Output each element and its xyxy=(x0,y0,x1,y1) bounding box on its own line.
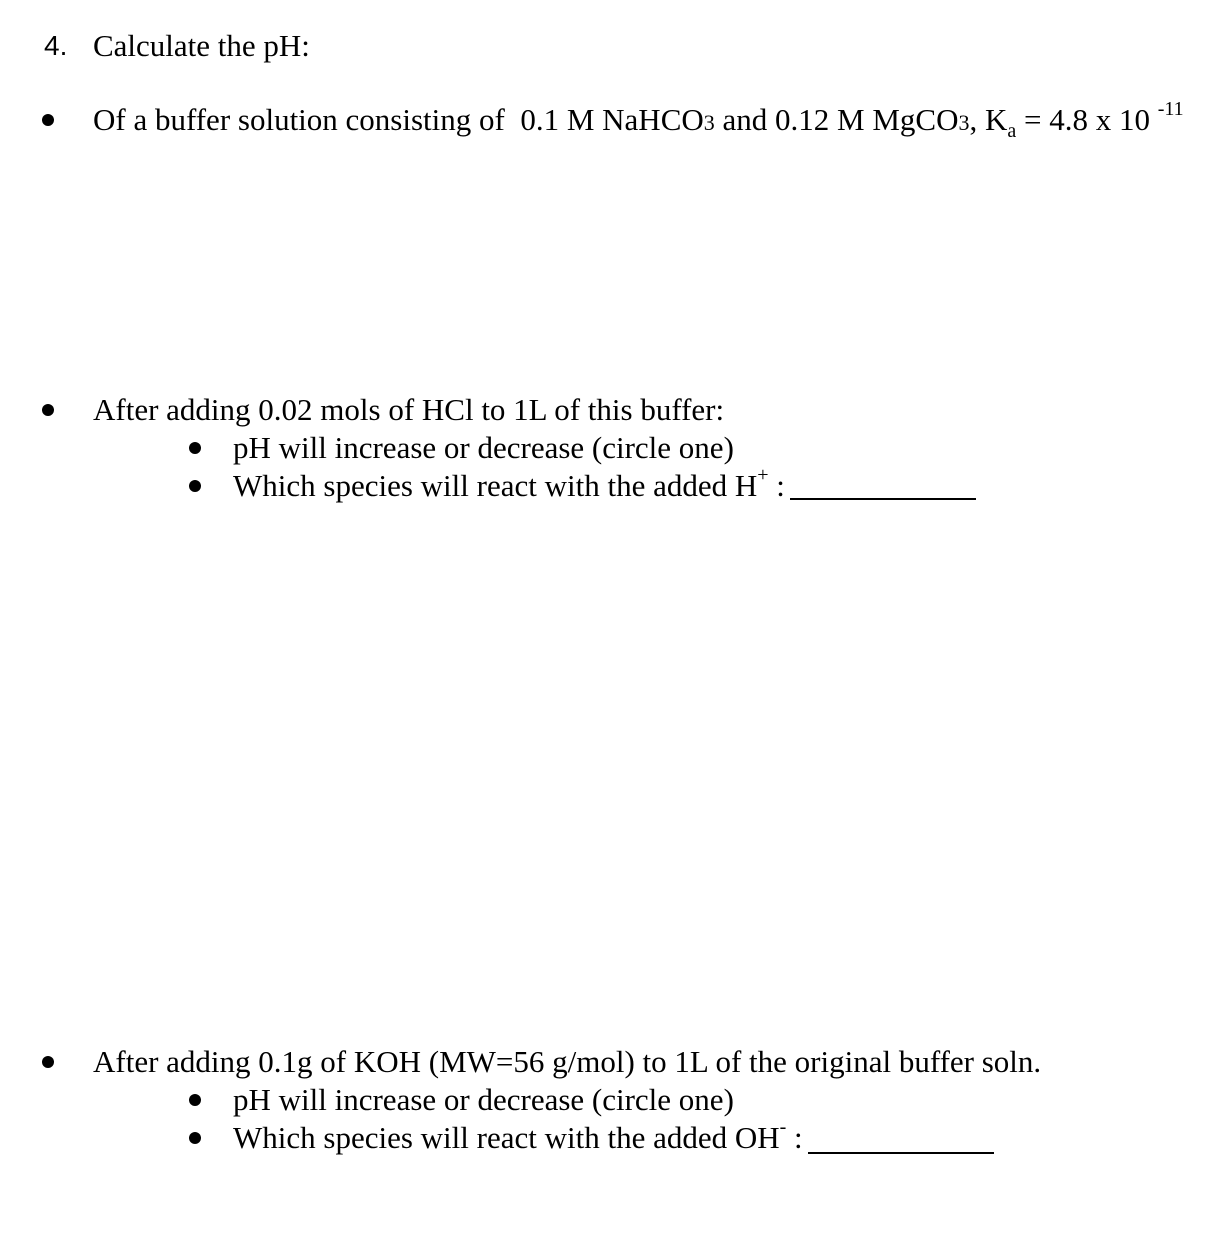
bullet-icon xyxy=(189,1094,201,1106)
answer-blank-h[interactable] xyxy=(790,498,976,500)
part2-sub-b-lead: Which species will react with the added H xyxy=(233,468,758,503)
bullet-icon xyxy=(189,1132,201,1144)
part2-sub-b-tail: : xyxy=(768,468,785,503)
bullet-icon xyxy=(42,404,54,416)
part3-intro: After adding 0.1g of KOH (MW=56 g/mol) to 1L of the original buffer soln. xyxy=(93,1044,1042,1079)
part3-sub-b xyxy=(233,1115,803,1156)
part3-sub-b-sup: - xyxy=(779,1115,787,1138)
part1-sub1: 3 xyxy=(703,110,715,135)
part1-and: and 0.12 M MgCO xyxy=(722,102,959,137)
question-title: Calculate the pH: xyxy=(93,28,310,63)
part1-exponent: -11 xyxy=(1157,97,1184,120)
bullet-icon xyxy=(189,480,201,492)
part3-sub-b-lead: Which species will react with the added OH xyxy=(233,1120,780,1155)
question-number: 4. xyxy=(44,30,68,61)
part3-sub-b-tail: : xyxy=(786,1120,803,1155)
part1-sub2: 3 xyxy=(958,110,970,135)
bullet-icon xyxy=(189,442,201,454)
bullet-icon xyxy=(42,1056,54,1068)
part2-sub-b-sup: + xyxy=(757,463,769,486)
part2-sub-a: pH will increase or decrease (circle one) xyxy=(233,430,734,465)
part3-sub-a: pH will increase or decrease (circle one) xyxy=(233,1082,734,1117)
part2-intro: After adding 0.02 mols of HCl to 1L of this buffer: xyxy=(93,392,725,427)
part1-statement xyxy=(93,97,1184,143)
part1-ka-sub: a xyxy=(1007,120,1017,143)
part1-equals: = 4.8 x 10 xyxy=(1016,102,1158,137)
part2-sub-b xyxy=(233,463,785,504)
part1-conc1: 0.1 M NaHCO xyxy=(520,102,704,137)
part1-lead: Of a buffer solution consisting of xyxy=(93,102,505,137)
part1-comma: , K xyxy=(969,102,1008,137)
bullet-icon xyxy=(42,114,54,126)
answer-blank-oh[interactable] xyxy=(808,1152,994,1154)
